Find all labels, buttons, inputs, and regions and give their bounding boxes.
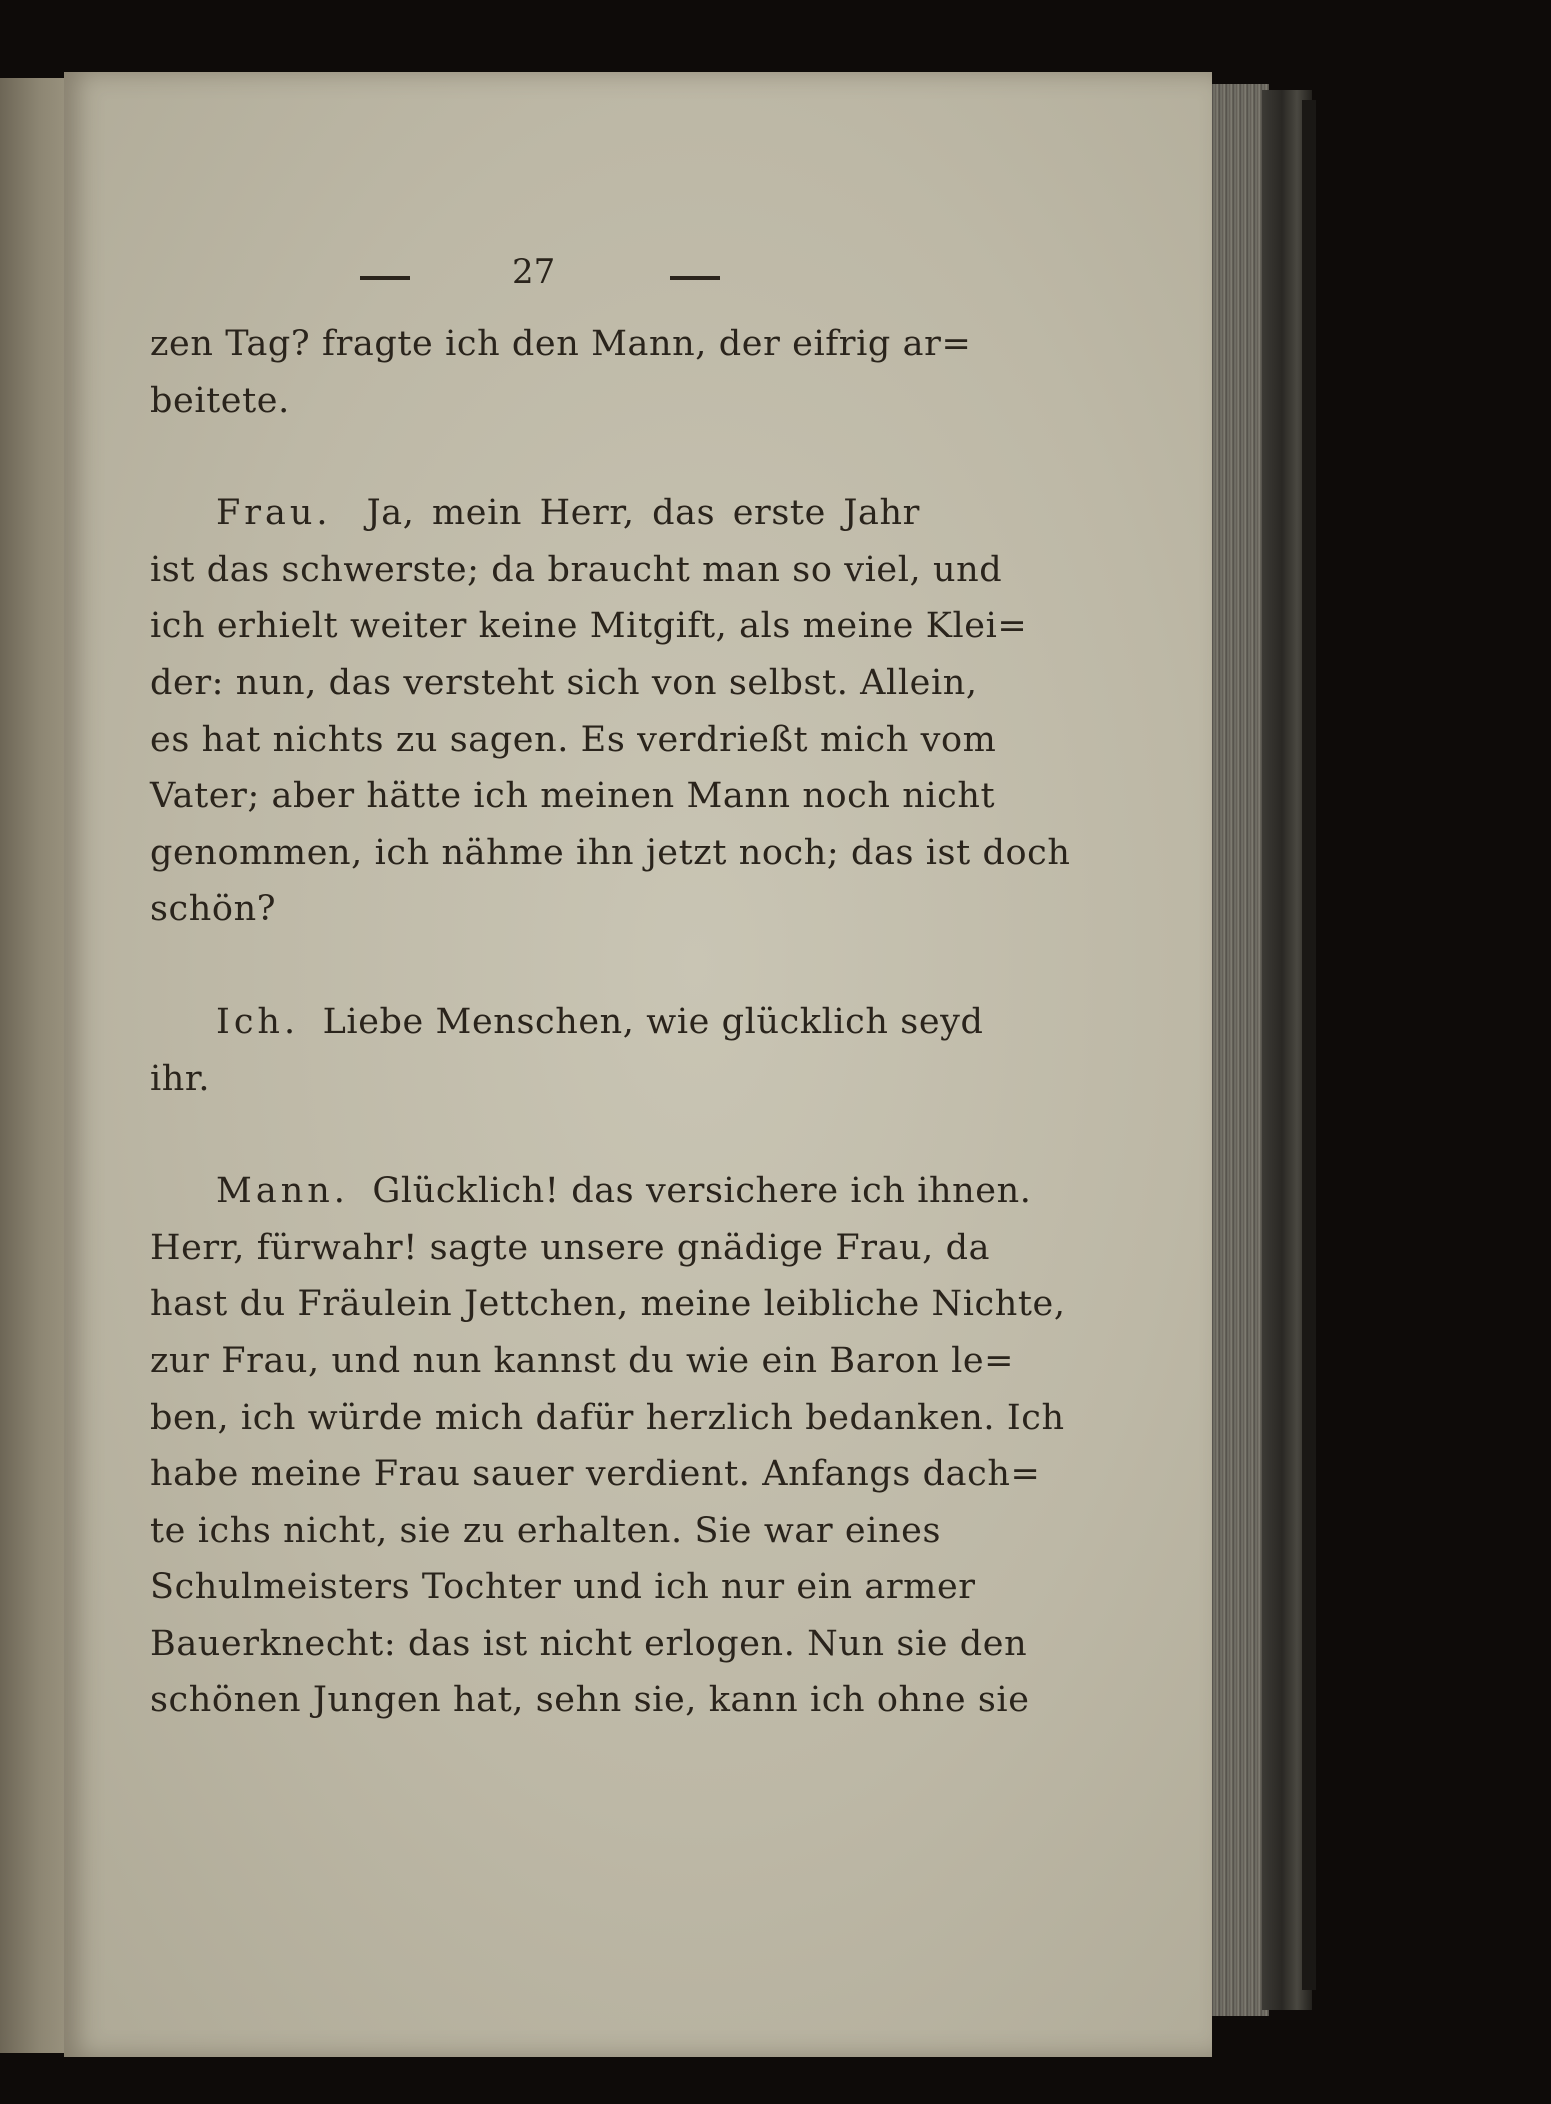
paragraph (150, 994, 984, 1107)
speaker-label: Frau. (216, 493, 332, 534)
text-line: te ichs nicht, sie zu erhalten. Sie war eines (150, 1510, 942, 1551)
text-line: schön? (150, 889, 277, 930)
text-line: Vater; aber hätte ich meinen Mann noch nicht (150, 776, 996, 817)
text-line-with-speaker (150, 1163, 1032, 1220)
text-line: ich erhielt weiter keine Mitgift, als meine Klei= (150, 606, 1028, 647)
text-line: zen Tag? fragte ich den Mann, der eifrig ar= (150, 324, 972, 364)
text-line: ist das schwerste; da braucht man so viel, und (150, 549, 1003, 590)
text-line: es hat nichts zu sagen. Es verdrießt mich vom (150, 719, 997, 760)
text-line: zur Frau, und nun kannst du wie ein Baron le= (150, 1340, 1015, 1381)
text-line: der: nun, das versteht sich von selbst. Allein, (150, 662, 978, 703)
paragraph (150, 485, 1071, 938)
page-body-text (150, 240, 1071, 1729)
text-fragment: Liebe Menschen, wie glücklich seyd (322, 1001, 984, 1042)
text-line-with-speaker (150, 994, 984, 1051)
book-cover-edge (1302, 100, 1316, 1990)
text-line: Bauerknecht: das ist nicht erlogen. Nun sie den (150, 1623, 1028, 1664)
text-line: schönen Jungen hat, sehn sie, kann ich ohne sie (150, 1680, 1030, 1721)
text-line: hast du Fräulein Jettchen, meine leibliche Nichte, (150, 1284, 1066, 1325)
paragraph (150, 316, 972, 429)
page-stack-edge (1205, 84, 1269, 2016)
speaker-label: Ich. (216, 1001, 300, 1042)
text-line: habe meine Frau sauer verdient. Anfangs dach= (150, 1454, 1041, 1495)
text-line: ben, ich würde mich dafür herzlich bedanken. Ich (150, 1397, 1065, 1438)
text-fragment: Ja, mein Herr, das erste Jahr (366, 493, 920, 534)
previous-page-edge (0, 78, 72, 2053)
text-fragment: Glücklich! das versichere ich ihnen. (372, 1171, 1032, 1212)
text-line-with-speaker (150, 485, 920, 542)
text-line: beitete. (150, 380, 290, 421)
paragraph (150, 1163, 1066, 1729)
text-line: ihr. (150, 1058, 211, 1099)
page-number: 27 (512, 252, 556, 292)
speaker-label: Mann. (216, 1171, 349, 1212)
text-line: genommen, ich nähme ihn jetzt noch; das ist doch (150, 832, 1071, 873)
text-line: Schulmeisters Tochter und ich nur ein armer (150, 1567, 976, 1608)
text-line: Herr, fürwahr! sagte unsere gnädige Frau, da (150, 1227, 991, 1268)
